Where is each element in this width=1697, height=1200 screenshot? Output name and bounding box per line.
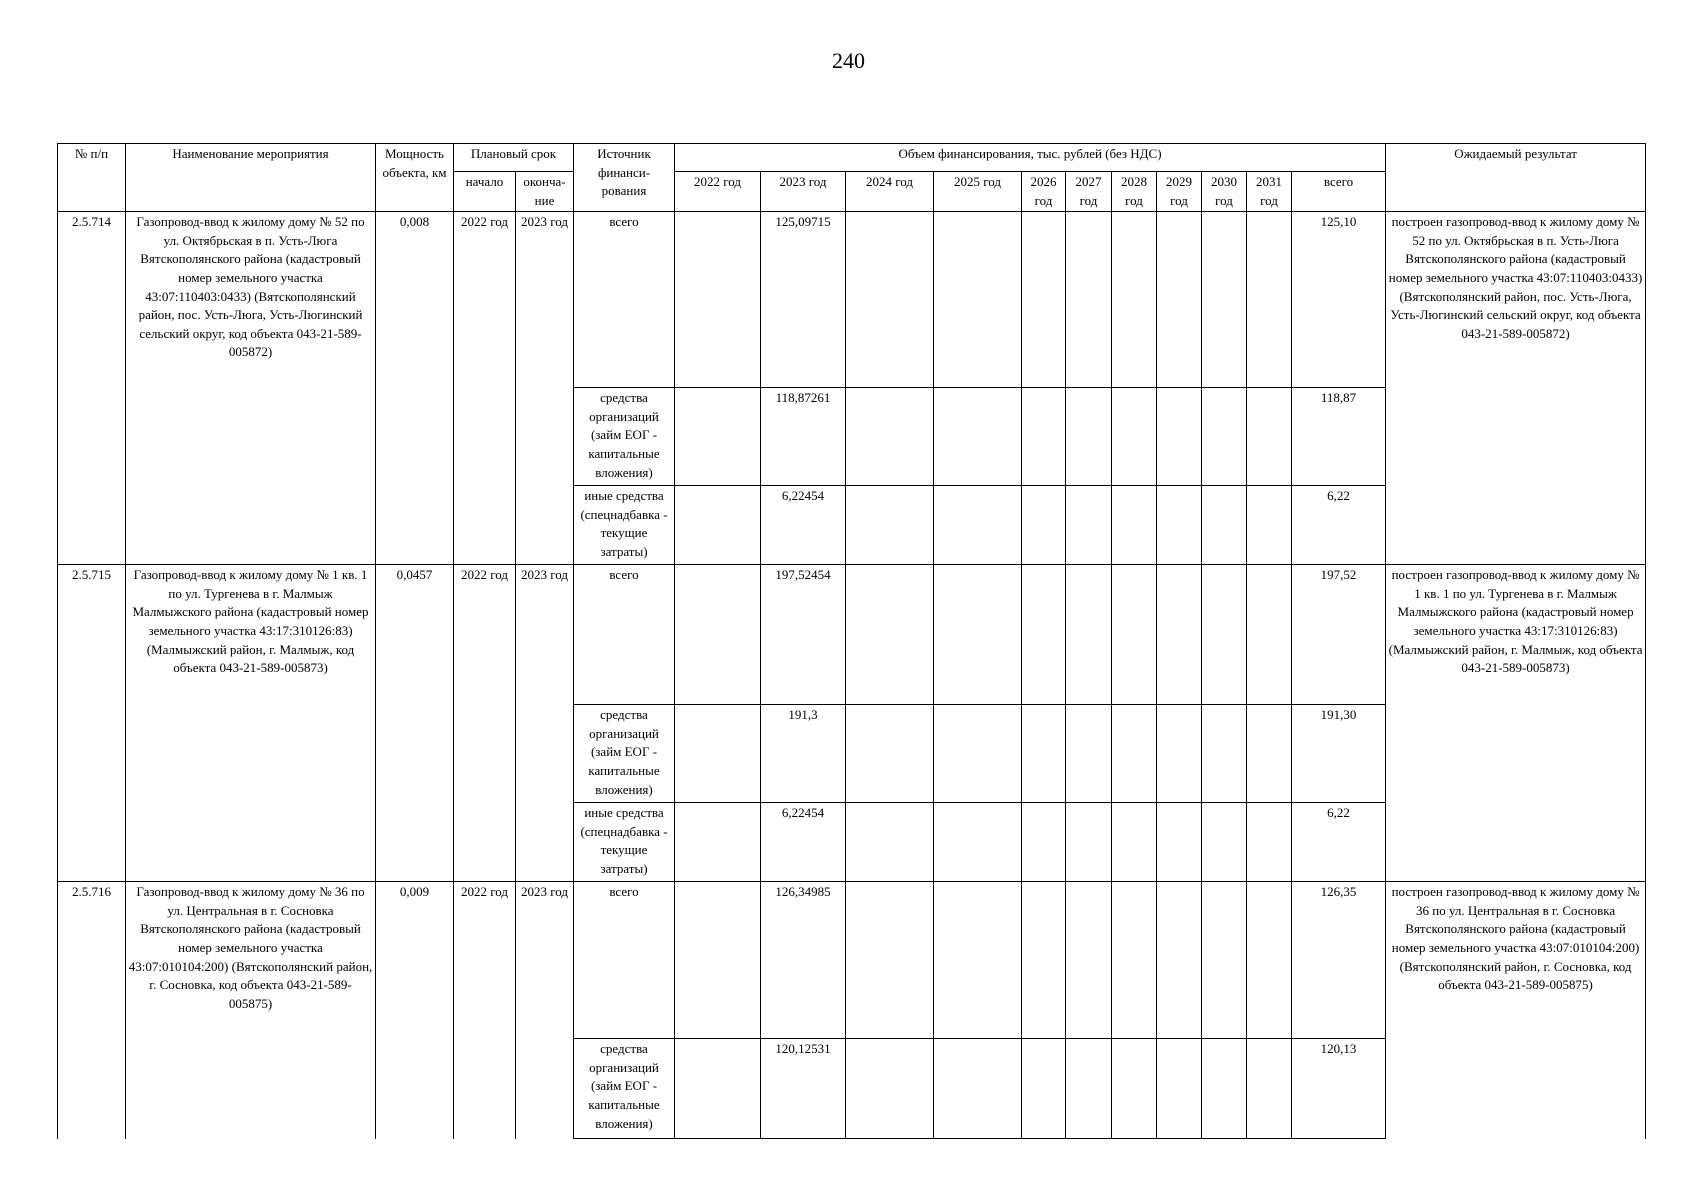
row-year-value	[675, 1039, 761, 1139]
row-source: иные средства (спецнадбавка - текущие затраты)	[574, 486, 675, 565]
header-source: Источник финанси-рования	[574, 144, 675, 212]
row-result: построен газопровод-ввод к жилому дому № 1 кв. 1 по ул. Тургенева в г. Малмыж Малмыжского района (кадастровый номер земельного участка 43:17:310126:83) (Малмыжский район, г. Малмыж, код объекта 043-21-589-005873)	[1386, 565, 1646, 882]
row-year-value	[1202, 388, 1247, 486]
row-year-value	[675, 882, 761, 1039]
header-capacity: Мощность объекта, км	[376, 144, 454, 212]
row-year-value	[934, 388, 1022, 486]
row-year-value	[675, 212, 761, 388]
row-start: 2022 год	[454, 212, 516, 565]
row-num: 2.5.715	[58, 565, 126, 882]
row-source: всего	[574, 565, 675, 705]
row-year-value	[846, 705, 934, 803]
row-year-value	[1022, 486, 1066, 565]
row-year-value	[1202, 1039, 1247, 1139]
row-total: 118,87	[1292, 388, 1386, 486]
header-year: 2022 год	[675, 172, 761, 212]
header-total: всего	[1292, 172, 1386, 212]
row-year-value	[675, 803, 761, 882]
table-row	[58, 212, 1646, 388]
row-result: построен газопровод-ввод к жилому дому № 52 по ул. Октябрьская в п. Усть-Люга Вятскополянского района (кадастровый номер земельного участка 43:07:110403:0433) (Вятскополянский район, пос. Усть-Люга, Усть-Люгинский сельский округ, код объекта 043-21-589-005872)	[1386, 212, 1646, 565]
row-year-value	[1247, 212, 1292, 388]
row-total: 125,10	[1292, 212, 1386, 388]
row-year-value: 6,22454	[761, 803, 846, 882]
row-year-value	[1157, 705, 1202, 803]
row-source: средства организаций (займ ЕОГ - капитальные вложения)	[574, 1039, 675, 1139]
row-year-value	[846, 1039, 934, 1139]
row-year-value	[1022, 803, 1066, 882]
row-year-value	[1022, 565, 1066, 705]
header-year: 2031 год	[1247, 172, 1292, 212]
row-source: всего	[574, 882, 675, 1039]
row-year-value	[1112, 212, 1157, 388]
row-year-value	[1066, 565, 1112, 705]
row-year-value	[1022, 388, 1066, 486]
row-year-value: 191,3	[761, 705, 846, 803]
row-year-value	[1157, 486, 1202, 565]
row-year-value	[1112, 882, 1157, 1039]
header-end: оконча-ние	[516, 172, 574, 212]
row-total: 120,13	[1292, 1039, 1386, 1139]
row-total: 6,22	[1292, 486, 1386, 565]
row-year-value	[846, 486, 934, 565]
row-year-value	[1066, 486, 1112, 565]
row-year-value	[1112, 803, 1157, 882]
row-year-value	[1247, 565, 1292, 705]
row-name: Газопровод-ввод к жилому дому № 1 кв. 1 по ул. Тургенева в г. Малмыж Малмыжского района (кадастровый номер земельного участка 43:17:310126:83) (Малмыжский район, г. Малмыж, код объекта 043-21-589-005873)	[126, 565, 376, 882]
header-year: 2023 год	[761, 172, 846, 212]
row-year-value: 126,34985	[761, 882, 846, 1039]
header-start: начало	[454, 172, 516, 212]
row-year-value: 6,22454	[761, 486, 846, 565]
row-year-value	[846, 388, 934, 486]
table-row	[58, 882, 1646, 1039]
row-year-value	[1157, 388, 1202, 486]
row-year-value	[1202, 565, 1247, 705]
row-capacity: 0,008	[376, 212, 454, 565]
row-year-value	[846, 565, 934, 705]
financing-table	[57, 143, 1646, 1139]
row-year-value	[1202, 803, 1247, 882]
row-year-value	[1247, 486, 1292, 565]
row-year-value	[1247, 803, 1292, 882]
header-funding: Объем финансирования, тыс. рублей (без НДС)	[675, 144, 1386, 172]
row-year-value	[1112, 486, 1157, 565]
row-year-value	[1066, 212, 1112, 388]
row-year-value	[1066, 882, 1112, 1039]
row-source: иные средства (спецнадбавка - текущие затраты)	[574, 803, 675, 882]
row-result: построен газопровод-ввод к жилому дому № 36 по ул. Центральная в г. Сосновка Вятскополянского района (кадастровый номер земельного участка 43:07:010104:200) (Вятскополянский район, г. Сосновка, код объекта 043-21-589-005875)	[1386, 882, 1646, 1139]
row-year-value	[1247, 882, 1292, 1039]
row-year-value	[934, 486, 1022, 565]
row-year-value	[1066, 803, 1112, 882]
row-year-value	[675, 705, 761, 803]
row-start: 2022 год	[454, 882, 516, 1139]
row-capacity: 0,009	[376, 882, 454, 1139]
row-year-value	[1022, 1039, 1066, 1139]
header-num: № п/п	[58, 144, 126, 212]
row-year-value	[1247, 388, 1292, 486]
row-num: 2.5.714	[58, 212, 126, 565]
row-year-value	[1157, 212, 1202, 388]
row-year-value	[934, 1039, 1022, 1139]
row-year-value	[675, 388, 761, 486]
row-year-value	[675, 486, 761, 565]
row-year-value: 118,87261	[761, 388, 846, 486]
row-capacity: 0,0457	[376, 565, 454, 882]
row-source: средства организаций (займ ЕОГ - капитальные вложения)	[574, 388, 675, 486]
row-year-value	[1112, 565, 1157, 705]
row-year-value	[1022, 705, 1066, 803]
row-year-value	[1202, 705, 1247, 803]
header-year: 2028 год	[1112, 172, 1157, 212]
row-total: 197,52	[1292, 565, 1386, 705]
row-year-value	[1202, 486, 1247, 565]
row-year-value	[1157, 803, 1202, 882]
row-year-value	[846, 212, 934, 388]
page-number: 240	[832, 48, 865, 73]
row-year-value	[934, 803, 1022, 882]
row-num: 2.5.716	[58, 882, 126, 1139]
header-year: 2030 год	[1202, 172, 1247, 212]
row-end: 2023 год	[516, 882, 574, 1139]
row-year-value	[1112, 705, 1157, 803]
row-start: 2022 год	[454, 565, 516, 882]
header-year: 2025 год	[934, 172, 1022, 212]
row-year-value	[1112, 1039, 1157, 1139]
row-year-value	[1202, 212, 1247, 388]
row-year-value	[1157, 882, 1202, 1039]
row-year-value	[1066, 705, 1112, 803]
row-end: 2023 год	[516, 212, 574, 565]
row-year-value: 120,12531	[761, 1039, 846, 1139]
row-year-value	[934, 705, 1022, 803]
row-year-value	[1022, 882, 1066, 1039]
row-year-value	[1066, 1039, 1112, 1139]
header-year: 2027 год	[1066, 172, 1112, 212]
row-year-value	[1112, 388, 1157, 486]
header-year: 2026 год	[1022, 172, 1066, 212]
row-year-value	[846, 882, 934, 1039]
row-year-value	[1157, 565, 1202, 705]
row-year-value	[934, 882, 1022, 1039]
row-year-value	[1247, 1039, 1292, 1139]
header-year: 2029 год	[1157, 172, 1202, 212]
table-row	[58, 565, 1646, 705]
header-year: 2024 год	[846, 172, 934, 212]
row-year-value	[1022, 212, 1066, 388]
row-year-value	[1066, 388, 1112, 486]
row-year-value	[1247, 705, 1292, 803]
row-year-value	[675, 565, 761, 705]
row-end: 2023 год	[516, 565, 574, 882]
row-year-value	[846, 803, 934, 882]
row-source: всего	[574, 212, 675, 388]
header-name: Наименование мероприятия	[126, 144, 376, 212]
row-source: средства организаций (займ ЕОГ - капитальные вложения)	[574, 705, 675, 803]
header-plan-term: Плановый срок	[454, 144, 574, 172]
row-total: 126,35	[1292, 882, 1386, 1039]
row-year-value	[1202, 882, 1247, 1039]
row-year-value	[1157, 1039, 1202, 1139]
row-total: 6,22	[1292, 803, 1386, 882]
row-year-value: 125,09715	[761, 212, 846, 388]
row-name: Газопровод-ввод к жилому дому № 52 по ул. Октябрьская в п. Усть-Люга Вятскополянского района (кадастровый номер земельного участка 43:07:110403:0433) (Вятскополянский район, пос. Усть-Люга, Усть-Люгинский сельский округ, код объекта 043-21-589-005872)	[126, 212, 376, 565]
row-total: 191,30	[1292, 705, 1386, 803]
header-result: Ожидаемый результат	[1386, 144, 1646, 212]
row-year-value	[934, 212, 1022, 388]
row-name: Газопровод-ввод к жилому дому № 36 по ул. Центральная в г. Сосновка Вятскополянского района (кадастровый номер земельного участка 43:07:010104:200) (Вятскополянский район, г. Сосновка, код объекта 043-21-589-005875)	[126, 882, 376, 1139]
row-year-value	[934, 565, 1022, 705]
row-year-value: 197,52454	[761, 565, 846, 705]
